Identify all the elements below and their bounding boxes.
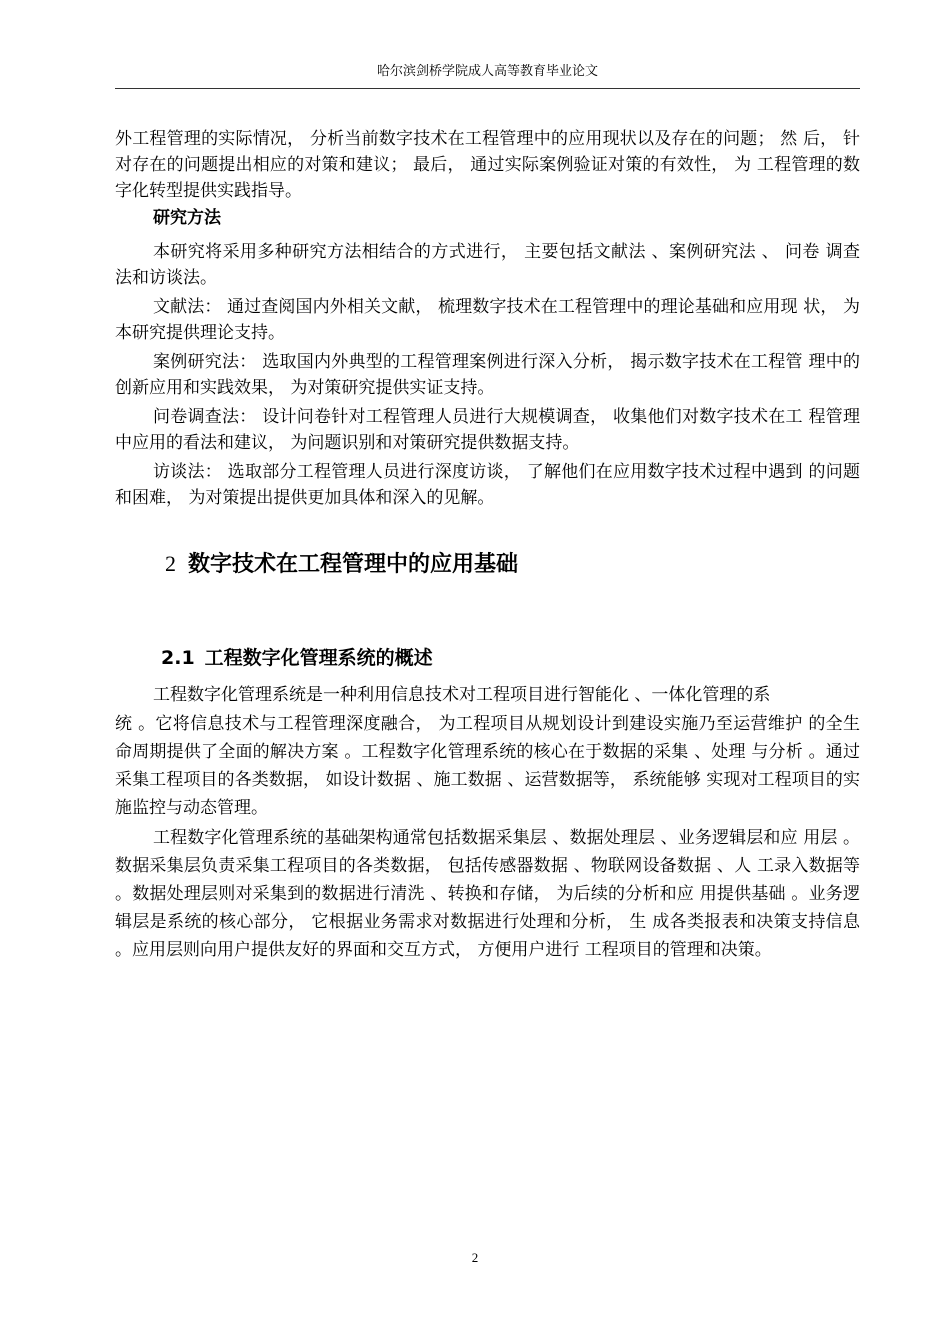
paragraph-case-study-method: 案例研究法： 选取国内外典型的工程管理案例进行深入分析， 揭示数字技术在工程管 理中的创新应用和实践效果， 为对策研究提供实证支持。 (115, 352, 860, 398)
header-title: 哈尔滨剑桥学院成人高等教育毕业论文 (376, 64, 598, 79)
paragraph-survey-method: 问卷调查法： 设计问卷针对工程管理人员进行大规模调查， 收集他们对数字技术在工 程管理中应用的看法和建议， 为问题识别和对策研究提供数据支持。 (115, 407, 860, 453)
page-number: 2 (471, 1250, 479, 1265)
paragraph-system-architecture: 工程数字化管理系统的基础架构通常包括数据采集层 、数据处理层 、业务逻辑层和应 用层 。数据采集层负责采集工程项目的各类数据， 包括传感器数据 、物联网设备数据 、人 工录入数据等 。数据处理层则对采集到的数据进行清洗 、转换和存储， 为后续的分析和应 用提供基础 。业务逻辑层是系统的核心部分， 它根据业务需求对数据进行处理和分析， 生 成各类报表和决策支持信息 。应用层则向用户提供友好的界面和交互方式， 方便用户进行 工程项目的管理和决策。 (115, 828, 860, 960)
section-2-number: 2 (165, 551, 176, 576)
page-header (115, 62, 860, 89)
section-2-title: 数字技术在工程管理中的应用基础 (188, 552, 519, 577)
paragraph-system-overview: 统 。它将信息技术与工程管理深度融合， 为工程项目从规划设计到建设实施乃至运营维护 的全生命周期提供了全面的解决方案 。工程数字化管理系统的核心在于数据的采集 、处理 与分析 。通过采集工程项目的各类数据， 如设计数据 、施工数据 、运营数据等， 系统能够 实现对工程项目的实施监控与动态管理。 (115, 714, 860, 818)
subheading-research-methods: 研究方法 (153, 208, 221, 228)
section-2-1-number: 2.1 (161, 647, 195, 669)
paragraph-methods-overview: 本研究将采用多种研究方法相结合的方式进行， 主要包括文献法 、案例研究法 、 问卷 调查法和访谈法。 (115, 242, 860, 288)
section-2-heading (165, 549, 860, 580)
paragraph-interview-method: 访谈法： 选取部分工程管理人员进行深度访谈， 了解他们在应用数字技术过程中遇到 的问题和困难， 为对策提出提供更加具体和深入的见解。 (115, 462, 860, 508)
paragraph-literature-method: 文献法： 通过查阅国内外相关文献， 梳理数字技术在工程管理中的理论基础和应用现 状， 为本研究提供理论支持。 (115, 297, 860, 343)
document-body (115, 126, 860, 964)
section-2-1-heading (161, 644, 860, 672)
paragraph-research-plan: 外工程管理的实际情况， 分析当前数字技术在工程管理中的应用现状以及存在的问题； 然 后， 针对存在的问题提出相应的对策和建议； 最后， 通过实际案例验证对策的有效性， 为 工程管理的数字化转型提供实践指导。 (115, 129, 860, 201)
paragraph-system-overview-first-line: 工程数字化管理系统是一种利用信息技术对工程项目进行智能化 、一体化管理的系 (153, 685, 771, 705)
section-2-1-title: 工程数字化管理系统的概述 (204, 647, 433, 669)
